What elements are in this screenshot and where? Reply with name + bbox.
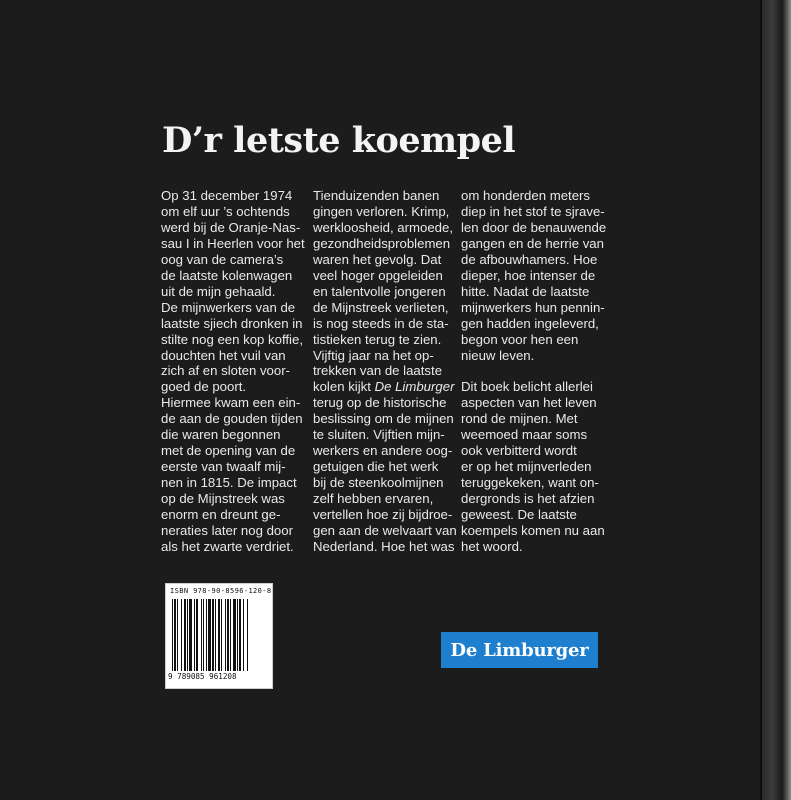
blurb-line: koempels komen nu aan xyxy=(461,523,605,538)
blurb-line: beslissing om de mijnen xyxy=(313,411,454,427)
ean-digits: 9 789085 961208 xyxy=(168,672,237,681)
blurb-line: werkers en andere oog- xyxy=(313,443,453,459)
isbn-barcode xyxy=(165,583,273,689)
barcode-bar xyxy=(225,599,226,671)
blurb-line: Vijftig jaar na het op- xyxy=(313,347,434,363)
barcode-bar xyxy=(177,599,178,671)
blurb-line: waren het gevolg. Dat xyxy=(313,251,442,267)
barcode-bar xyxy=(196,599,198,671)
barcode-bar xyxy=(203,599,204,671)
blurb-line: stilte nog een kop koffie, xyxy=(161,331,303,347)
blurb-line: neraties later nog door xyxy=(161,523,293,539)
blurb-line: te sluiten. Vijftien mijn- xyxy=(313,427,445,443)
blurb-line: rond de mijnen. Met xyxy=(461,411,578,427)
blurb-line: trekken van de laatste xyxy=(313,363,443,379)
blurb-line: is nog steeds in de sta- xyxy=(313,315,449,331)
blurb-line: len door de benauwende xyxy=(461,219,607,235)
blurb-line: teruggekeken, want on- xyxy=(461,475,599,491)
barcode-bar xyxy=(181,599,182,671)
blurb-line: zelf hebben ervaren, xyxy=(313,491,434,507)
blurb-line: gezondheidsproblemen xyxy=(313,235,451,251)
blurb-line: mijnwerkers hun pennin- xyxy=(461,299,605,315)
blurb-line: nen in 1815. De impact xyxy=(161,475,297,491)
barcode-bar xyxy=(230,599,231,671)
barcode-bar xyxy=(215,599,216,671)
newspaper-name: De Limburger xyxy=(374,379,455,395)
blurb-line: veel hoger opgeleiden xyxy=(313,267,443,283)
blurb-column-1 xyxy=(161,188,305,555)
blurb-line: Tienduizenden banen xyxy=(313,188,440,203)
blurb-line: zich af en sloten voor- xyxy=(161,363,291,379)
barcode-bar xyxy=(187,599,188,671)
blurb-line: douchten het vuil van xyxy=(161,347,286,363)
blurb-line: sau I in Heerlen voor het xyxy=(161,235,305,251)
blurb-line: eerste van twaalf mij- xyxy=(161,459,286,475)
de-limburger-logo xyxy=(441,632,598,668)
blurb-line: gen aan de welvaart van xyxy=(313,523,457,539)
blurb-line: gangen en de herrie van xyxy=(461,235,604,251)
barcode-bar xyxy=(233,599,236,671)
barcode-bar xyxy=(227,599,229,671)
blurb-line: er op het mijnverleden xyxy=(461,459,592,475)
blurb-line: de aan de gouden tijden xyxy=(161,411,303,427)
barcode-bars xyxy=(172,599,266,671)
book-title: D’r letste koempel xyxy=(162,120,516,161)
blurb-line: gen hadden ingeleverd, xyxy=(461,315,599,331)
blurb-line: de laatste kolenwagen xyxy=(161,267,293,283)
blurb-column-2 xyxy=(313,188,457,555)
blurb-line: hitte. Nadat de laatste xyxy=(461,283,590,299)
blurb-line: op de Mijnstreek was xyxy=(161,491,285,507)
blurb-line: geweest. De laatste xyxy=(461,507,577,523)
blurb-line: De mijnwerkers van de xyxy=(161,299,296,315)
blurb-line: gingen verloren. Krimp, xyxy=(313,203,450,219)
barcode-bar xyxy=(239,599,241,671)
blurb-line: begon voor hen een xyxy=(461,331,579,347)
blurb-line: Nederland. Hoe het was xyxy=(313,538,455,554)
isbn-label: ISBN 978-90-8596-120-8 xyxy=(170,587,272,595)
blurb-line: dieper, hoe intenser de xyxy=(461,267,596,283)
barcode-bar xyxy=(201,599,202,671)
blurb-line: Hiermee kwam een ein- xyxy=(161,395,301,411)
blurb-line: uit de mijn gehaald. xyxy=(161,283,276,299)
blurb-line: om honderden meters xyxy=(461,188,591,203)
blurb-line xyxy=(461,363,606,379)
blurb-line: vertellen hoe zij bijdroe- xyxy=(313,507,453,523)
blurb-line: dergronds is het afzien xyxy=(461,491,595,507)
barcode-bar xyxy=(237,599,238,671)
blurb-line: de afbouwhamers. Hoe xyxy=(461,251,598,267)
barcode-bar xyxy=(208,599,211,671)
blurb-line: tistieken terug te zien. xyxy=(313,331,442,347)
blurb-line: diep in het stof te sjrave- xyxy=(461,203,605,219)
barcode-bar xyxy=(212,599,214,671)
blurb-line: weemoed maar soms xyxy=(461,427,588,443)
barcode-bar xyxy=(206,599,207,671)
book-spine xyxy=(762,0,791,800)
blurb-line: die waren begonnen xyxy=(161,427,281,443)
logo-text: De Limburger xyxy=(450,639,589,661)
blurb-line: aspecten van het leven xyxy=(461,395,597,411)
blurb-line: het woord. xyxy=(461,538,523,554)
blurb-line: Op 31 december 1974 xyxy=(161,188,293,203)
blurb-column-3 xyxy=(461,188,606,555)
blurb-line: de Mijnstreek verlieten, xyxy=(313,299,449,315)
blurb-line: met de opening van de xyxy=(161,443,296,459)
barcode-bar xyxy=(189,599,192,671)
barcode-bar xyxy=(218,599,220,671)
blurb-line: werkloosheid, armoede, xyxy=(313,219,454,235)
blurb-line: werd bij de Oranje-Nas- xyxy=(161,219,301,235)
blurb-line: als het zwarte verdriet. xyxy=(161,538,294,554)
blurb-line: getuigen die het werk xyxy=(313,459,439,475)
barcode-bar xyxy=(194,599,195,671)
blurb-line: kolen kijkt De Limburger xyxy=(313,379,455,395)
blurb-line: om elf uur ’s ochtends xyxy=(161,203,290,219)
blurb-line: terug op de historische xyxy=(313,395,447,411)
blurb-line: Dit boek belicht allerlei xyxy=(461,379,593,395)
blurb-line: laatste sjiech dronken in xyxy=(161,315,303,331)
barcode-bar xyxy=(172,599,173,671)
blurb-line: enorm en dreunt ge- xyxy=(161,507,281,523)
barcode-bar xyxy=(184,599,186,671)
barcode-bar xyxy=(221,599,222,671)
blurb-line: nieuw leven. xyxy=(461,347,535,363)
blurb-line: en talentvolle jongeren xyxy=(313,283,446,299)
barcode-bar xyxy=(247,599,248,671)
barcode-bar xyxy=(243,599,244,671)
blurb-line: bij de steenkoolmijnen xyxy=(313,475,444,491)
blurb-line: goed de poort. xyxy=(161,379,247,395)
blurb-line: ook verbitterd wordt xyxy=(461,443,577,459)
blurb-line: oog van de camera’s xyxy=(161,251,284,267)
barcode-bar xyxy=(174,599,176,671)
